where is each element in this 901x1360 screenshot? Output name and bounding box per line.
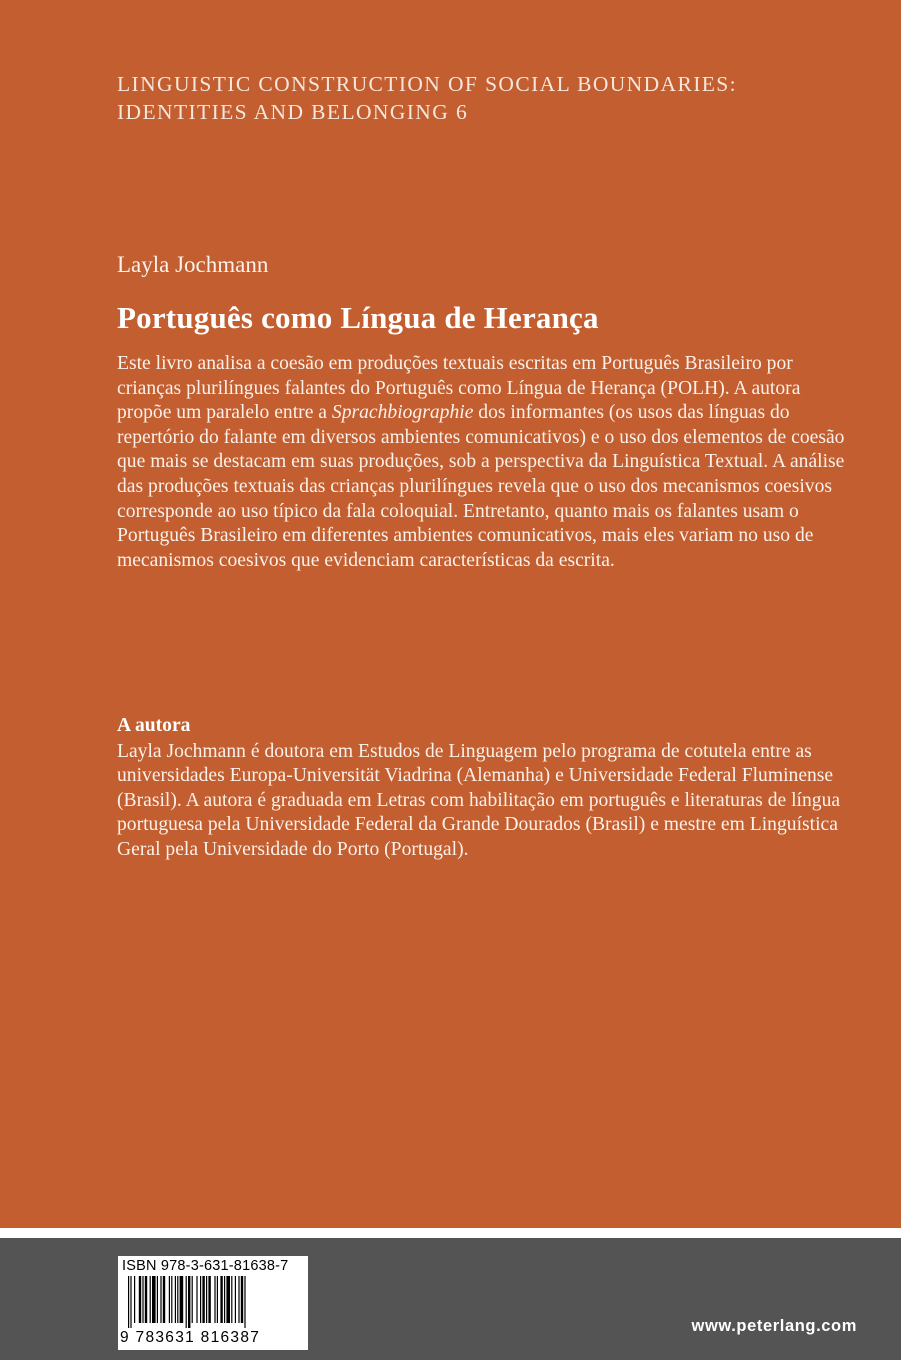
barcode-digits: 9 783631 816387 (120, 1329, 261, 1346)
book-abstract (117, 352, 853, 573)
isbn-label: ISBN 978-3-631-81638-7 (122, 1258, 289, 1274)
abstract-text-1: Este livro analisa a coesão em produções textuais escritas em Português Brasileiro por crianças plurilíngues falantes do Português como Língua de Herança (POLH). A autora propõe um paralelo entre a (117, 353, 801, 424)
abstract-text-2: dos informantes (os usos das línguas do repertório do falante em diversos ambientes comunicativos) e o uso dos elementos de coesão que mais se destacam em suas produções, sob a perspectiva da Linguística Textual. A análise das produções textuais das crianças plurilíngues revela que o uso dos mecanismos coesivos corresponde ao uso típico da fala coloquial. Entretanto, quanto mais os falantes usam o Português Brasileiro em diferentes ambientes comunicativos, mais eles variam no uso de mecanismos coesivos que evidenciam características da escrita. (117, 402, 845, 571)
series-line-1: LINGUISTIC CONSTRUCTION OF SOCIAL BOUNDARIES: (117, 72, 738, 96)
isbn-barcode (118, 1256, 308, 1350)
author-bio-heading: A autora (117, 715, 191, 736)
abstract-italic-term: Sprachbiographie (331, 402, 474, 424)
series-title (117, 70, 837, 126)
book-title: Português como Língua de Herança (117, 300, 599, 335)
author-bio: Layla Jochmann é doutora em Estudos de Linguagem pelo programa de cotutela entre as universidades Europa-Universität Viadrina (Alemanha) e Universidade Federal Fluminense (Brasil). A autora é graduada em Letras com habilitação em português e literaturas de língua portuguesa pela Universidade Federal da Grande Dourados (Brasil) e mestre em Linguística Geral pela Universidade do Porto (Portugal). (117, 741, 841, 860)
series-line-2: IDENTITIES AND BELONGING 6 (117, 100, 469, 124)
cover-footer (0, 1238, 901, 1360)
barcode-icon (122, 1276, 304, 1328)
author-name: Layla Jochmann (117, 252, 269, 277)
footer-divider (0, 1228, 901, 1238)
publisher-website[interactable]: www.peterlang.com (691, 1317, 857, 1335)
